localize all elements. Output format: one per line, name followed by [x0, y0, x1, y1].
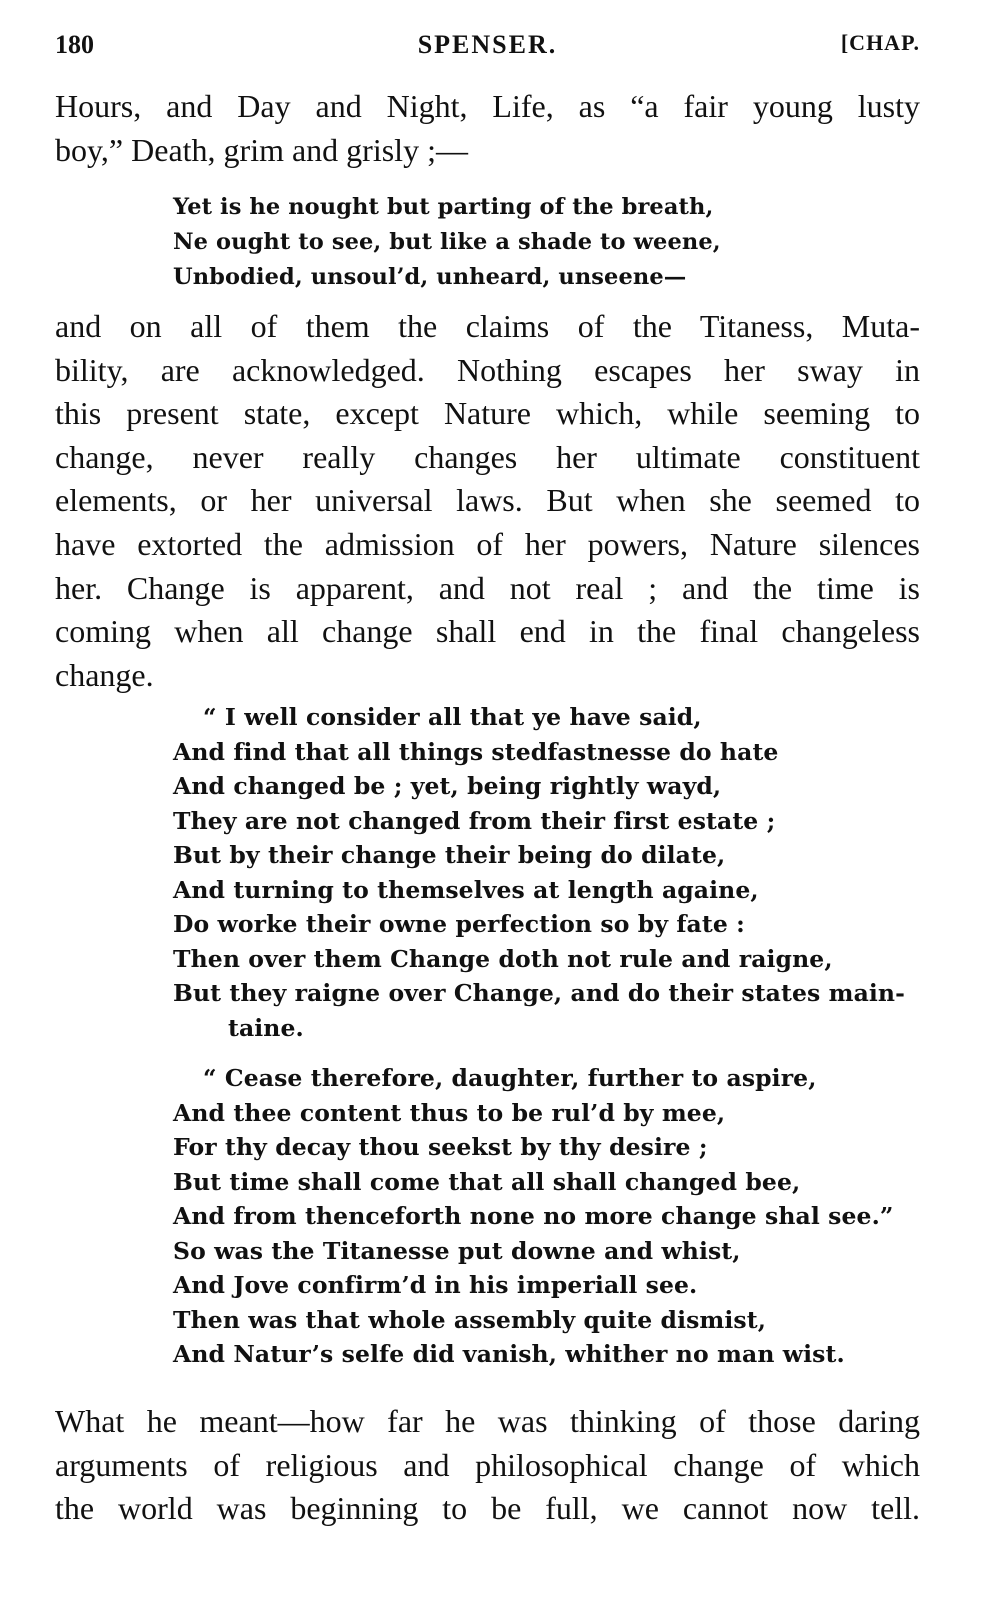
verse-line: Then was that whole assembly quite dismist,: [173, 1305, 766, 1334]
paragraph-1: [55, 85, 920, 172]
verse-quote-2-stanza-2: [173, 1061, 933, 1372]
text-line: Hours, and Day and Night, Life, as “a fair young lusty: [55, 88, 920, 124]
page-header: [55, 30, 920, 70]
paragraph-3: [55, 1400, 920, 1531]
verse-line: Then over them Change doth not rule and raigne,: [173, 944, 833, 973]
verse-line: And from thenceforth none no more change shal see.”: [173, 1202, 894, 1230]
running-title: SPENSER.: [417, 30, 558, 59]
verse-line: And Natur’s selfe did vanish, whither no man wist.: [173, 1340, 845, 1368]
verse-line: For thy decay thou seekst by thy desire ;: [173, 1133, 708, 1161]
verse-line: And changed be ; yet, being rightly wayd,: [173, 772, 722, 800]
verse-quote-2-stanza-1: [173, 700, 933, 1045]
verse-line: Do worke their owne perfection so by fate :: [173, 910, 745, 938]
verse-line: Ne ought to see, but like a shade to weene,: [173, 229, 721, 255]
verse-line: They are not changed from their first estate ;: [173, 806, 776, 835]
text-line: this present state, except Nature which, while seeming to: [55, 395, 920, 432]
text-line: coming when all change shall end in the final changeless: [55, 613, 920, 650]
verse-line: But time shall come that all shall changed bee,: [173, 1167, 801, 1196]
verse-line: Yet is he nought but parting of the breath,: [173, 194, 714, 220]
verse-line: But they raigne over Change, and do their states main-: [173, 979, 905, 1007]
text-line: her. Change is apparent, and not real ; and the time is: [55, 569, 920, 606]
chapter-mark: [CHAP.: [840, 30, 920, 55]
text-line: elements, or her universal laws. But when she seemed to: [55, 482, 920, 519]
page-number: 180: [55, 30, 94, 59]
verse-line: And thee content thus to be rul’d by mee,: [173, 1098, 726, 1127]
text-line: have extorted the admission of her powers, Nature silences: [55, 525, 920, 562]
verse-line: So was the Titanesse put downe and whist,: [173, 1236, 741, 1265]
text-line: change, never really changes her ultimate constituent: [55, 438, 920, 475]
verse-line: And turning to themselves at length againe,: [173, 875, 759, 904]
text-line: and on all of them the claims of the Titaness, Muta-: [55, 308, 920, 344]
text-line: boy,” Death, grim and grisly ;—: [55, 131, 468, 168]
text-line: What he meant—how far he was thinking of those daring: [55, 1403, 920, 1439]
verse-line: Unbodied, unsoul’d, unheard, unseene—: [173, 264, 687, 290]
text-line: the world was beginning to be full, we cannot now tell.: [55, 1490, 920, 1527]
verse-line: And Jove confirm’d in his imperiall see.: [173, 1271, 698, 1299]
paragraph-2: [55, 305, 920, 697]
text-line: bility, are acknowledged. Nothing escapes her sway in: [55, 351, 920, 388]
verse-line: And find that all things stedfastnesse do hate: [173, 737, 779, 766]
verse-quote-1: [173, 190, 933, 295]
verse-line: “ Cease therefore, daughter, further to aspire,: [203, 1064, 817, 1092]
text-line: change.: [55, 656, 154, 693]
verse-line: But by their change their being do dilate,: [173, 841, 726, 869]
text-line: arguments of religious and philosophical change of which: [55, 1446, 920, 1483]
verse-line: taine.: [228, 1013, 304, 1042]
verse-line: “ I well consider all that ye have said,: [203, 703, 702, 731]
